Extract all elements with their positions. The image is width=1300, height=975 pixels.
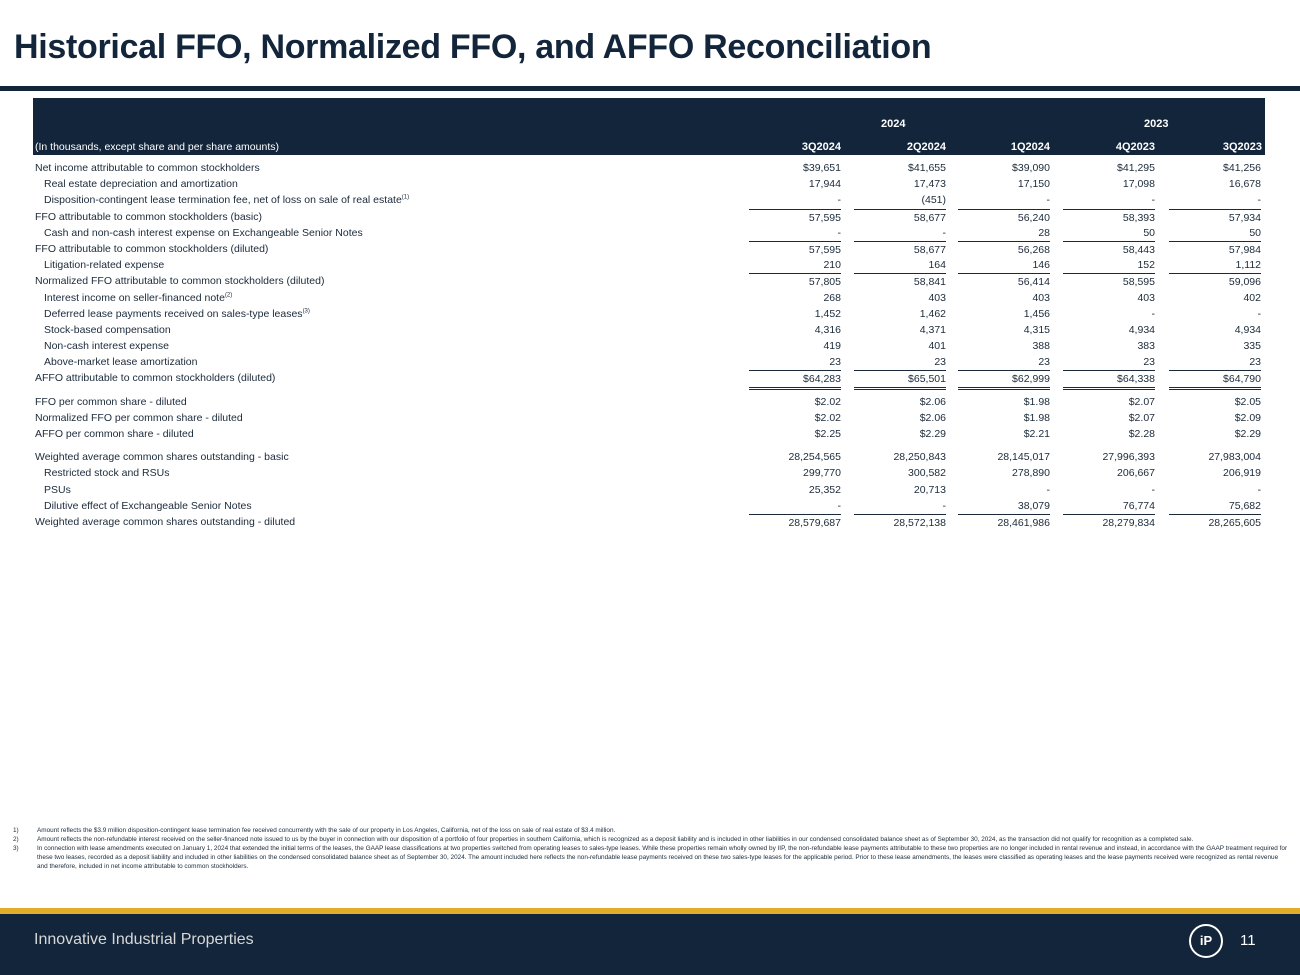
table-row xyxy=(33,426,1265,442)
table-cell-3q2023: 16,678 xyxy=(1228,178,1261,191)
table-cell-3q2024: $64,283 xyxy=(749,370,841,390)
table-cell-3q2024: 4,316 xyxy=(814,323,841,336)
table-cell-3q2024: 419 xyxy=(823,340,841,353)
table-cell-4q2023: 4,934 xyxy=(1128,323,1155,336)
footnote-text: Amount reflects the $3.9 million disposition-contingent lease termination fee received concurrently with the sale of our property in Los Angeles, California, net of the loss on sale of real estate of $3.4 million. xyxy=(37,827,616,834)
table-cell-3q2023: $2.05 xyxy=(1234,395,1261,408)
table-cell-3q2023: 206,919 xyxy=(1223,467,1261,480)
quarter-header: 3Q2024 xyxy=(801,141,841,153)
table-row xyxy=(33,449,1265,465)
table-cell-1q2024: 23 xyxy=(1038,356,1050,369)
table-cell-2q2024: 403 xyxy=(928,291,946,304)
table-cell-4q2023: $64,338 xyxy=(1063,370,1155,390)
row-label-text: Normalized FFO per common share - diluted xyxy=(35,411,243,424)
table-cell-3q2023: 57,984 xyxy=(1169,241,1261,258)
row-label-text: Litigation-related expense xyxy=(44,259,165,272)
footnote xyxy=(13,826,1288,835)
table-row xyxy=(33,482,1265,498)
table-cell-3q2024: - xyxy=(837,499,841,512)
table-cell-2q2024: - xyxy=(942,499,946,512)
table-cell-2q2024: - xyxy=(942,226,946,239)
table-row xyxy=(33,290,1265,306)
row-label-text: Weighted average common shares outstanding - basic xyxy=(35,451,289,464)
table-cell-3q2024: 210 xyxy=(823,259,841,272)
row-label xyxy=(35,160,260,176)
table-cell-3q2023: $2.29 xyxy=(1234,428,1261,440)
table-cell-3q2024: 28,579,687 xyxy=(749,514,841,531)
table-cell-4q2023: 58,595 xyxy=(1063,273,1155,290)
table-cell-1q2024: - xyxy=(1046,194,1050,207)
row-label xyxy=(44,192,409,208)
table-cell-3q2023: 27,983,004 xyxy=(1208,451,1261,464)
year-2023-header: 2023 xyxy=(1144,118,1169,130)
table-cell-2q2024: 401 xyxy=(928,340,946,353)
table-row xyxy=(33,394,1265,410)
row-label xyxy=(44,498,252,514)
table-cell-2q2024: 17,473 xyxy=(913,178,946,191)
table-cell-2q2024: $41,655 xyxy=(908,162,946,174)
table-cell-3q2024: 23 xyxy=(829,356,841,369)
table-cell-3q2024: $2.02 xyxy=(814,395,841,408)
table-cell-2q2024: (451) xyxy=(921,194,946,207)
table-cell-1q2024: $1.98 xyxy=(1023,411,1050,424)
table-cell-1q2024: 17,150 xyxy=(1017,178,1050,191)
footnote-marker: (2) xyxy=(224,292,233,298)
table-cell-2q2024: 23 xyxy=(934,356,946,369)
row-label xyxy=(35,273,324,289)
footnote-text: Amount reflects the non-refundable interest received on the seller-financed note issued to us by the buyer in connection with our disposition of a portfolio of four properties in southern California, which is recognized as a deposit liability and is included in other liabilities in our condensed consolidated balance sheet as of September 30, 2024, as the transaction did not qualify for recognition as a completed sale. xyxy=(37,836,1194,843)
row-label xyxy=(44,338,169,354)
table-cell-3q2023: 57,934 xyxy=(1169,209,1261,226)
footnote-number: 2) xyxy=(13,836,19,843)
table-cell-3q2024: 25,352 xyxy=(808,483,841,496)
table-cell-1q2024: $1.98 xyxy=(1023,395,1050,408)
table-cell-2q2024: $2.06 xyxy=(919,395,946,408)
table-row xyxy=(33,322,1265,338)
table-cell-4q2023: 27,996,393 xyxy=(1102,451,1155,464)
row-label xyxy=(44,322,171,338)
table-cell-1q2024: 56,240 xyxy=(958,209,1050,226)
table-row xyxy=(33,354,1265,370)
row-label-text: FFO attributable to common stockholders (diluted) xyxy=(35,242,269,255)
row-label-text: FFO per common share - diluted xyxy=(35,395,187,408)
row-label-text: Non-cash interest expense xyxy=(44,340,169,353)
table-row xyxy=(33,225,1265,241)
row-label xyxy=(44,482,71,498)
footnote-text: In connection with lease amendments executed on January 1, 2024 that extended the initial terms of the leases, the GAAP lease classifications at two properties switched from operating leases to sales-type leases. While these properties remain wholly owned by IIP, the non-refundable lease payments attributable to these two properties are no longer included in rental revenue and instead, in accordance with the GAAP treatment required for these two leases, recorded as a deposit liability and included in other liabilities on the condensed consolidated balance sheet as of September 30, 2024. The amount included here reflects the non-refundable lease payments received on these two sales-type leases for the applicable period. Prior to these lease amendments, the leases were classified as operating leases and the lease payments received were recognized as rental revenue and therefore, included in net income attributable to common stockholders. xyxy=(37,845,1288,870)
table-cell-1q2024: 4,315 xyxy=(1023,323,1050,336)
footnote-number: 1) xyxy=(13,827,19,834)
table-cell-3q2023: - xyxy=(1257,483,1261,496)
table-row xyxy=(33,498,1265,514)
row-label xyxy=(44,176,238,192)
table-cell-4q2023: $41,295 xyxy=(1117,162,1155,174)
table-cell-3q2024: $2.25 xyxy=(814,428,841,440)
table-cell-2q2024: 28,572,138 xyxy=(854,514,946,531)
table-cell-3q2023: 4,934 xyxy=(1234,323,1261,336)
table-row xyxy=(33,257,1265,273)
table-cell-1q2024: 28,461,986 xyxy=(958,514,1050,531)
table-cell-4q2023: 17,098 xyxy=(1122,178,1155,191)
table-cell-4q2023: 403 xyxy=(1137,291,1155,304)
table-row xyxy=(33,176,1265,192)
table-cell-2q2024: 4,371 xyxy=(919,323,946,336)
table-cell-1q2024: 146 xyxy=(1032,259,1050,272)
row-label-text: Weighted average common shares outstanding - diluted xyxy=(35,515,296,528)
year-2024-header: 2024 xyxy=(881,118,906,130)
table-cell-3q2024: 17,944 xyxy=(808,178,841,191)
table-cell-1q2024: 403 xyxy=(1032,291,1050,304)
company-name: Innovative Industrial Properties xyxy=(34,931,254,948)
table-cell-3q2023: $64,790 xyxy=(1169,370,1261,390)
row-label xyxy=(44,306,310,322)
row-label xyxy=(44,354,198,370)
row-label-text: Real estate depreciation and amortization xyxy=(44,178,238,191)
table-cell-1q2024: 278,890 xyxy=(1012,467,1050,480)
table-row xyxy=(33,410,1265,426)
table-cell-1q2024: $39,090 xyxy=(1012,162,1050,174)
table-cell-3q2023: $2.09 xyxy=(1234,411,1261,424)
table-cell-4q2023: $2.07 xyxy=(1128,395,1155,408)
table-cell-1q2024: $2.21 xyxy=(1023,428,1050,440)
table-cell-3q2023: 335 xyxy=(1243,340,1261,353)
row-label-text: Dilutive effect of Exchangeable Senior Notes xyxy=(44,499,252,512)
table-cell-4q2023: 383 xyxy=(1137,340,1155,353)
table-header xyxy=(33,98,1265,155)
table-row xyxy=(33,338,1265,354)
row-label xyxy=(35,394,187,410)
row-label xyxy=(35,370,275,386)
table-cell-3q2023: 75,682 xyxy=(1228,499,1261,512)
row-label xyxy=(44,465,169,481)
table-cell-2q2024: 58,841 xyxy=(854,273,946,290)
row-label-text: Disposition-contingent lease termination fee, net of loss on sale of real estate xyxy=(44,194,402,207)
table-row xyxy=(33,514,1265,530)
table-cell-2q2024: 300,582 xyxy=(908,467,946,480)
table-cell-3q2024: 57,595 xyxy=(749,209,841,226)
table-cell-2q2024: 58,677 xyxy=(854,209,946,226)
table-cell-4q2023: - xyxy=(1151,194,1155,207)
table-cell-4q2023: 28,279,834 xyxy=(1063,514,1155,531)
table-cell-2q2024: $65,501 xyxy=(854,370,946,390)
table-cell-4q2023: 152 xyxy=(1137,259,1155,272)
table-cell-1q2024: 388 xyxy=(1032,340,1050,353)
table-row xyxy=(33,465,1265,481)
table-cell-1q2024: 1,456 xyxy=(1023,307,1050,320)
table-row xyxy=(33,241,1265,257)
table-cell-3q2024: - xyxy=(837,194,841,207)
table-cell-3q2023: 402 xyxy=(1243,291,1261,304)
row-label-text: AFFO attributable to common stockholders (diluted) xyxy=(35,372,276,385)
table-cell-3q2024: - xyxy=(837,226,841,239)
quarter-header: 3Q2023 xyxy=(1222,141,1262,153)
title-underline xyxy=(0,86,1300,91)
footnote-marker: (1) xyxy=(401,194,410,201)
reconciliation-table xyxy=(33,98,1265,530)
row-label-text: Above-market lease amortization xyxy=(44,356,198,369)
table-cell-2q2024: 58,677 xyxy=(854,241,946,258)
page-number: 11 xyxy=(1240,932,1256,949)
row-label xyxy=(35,209,262,225)
quarter-header: 4Q2023 xyxy=(1115,141,1155,153)
table-cell-4q2023: - xyxy=(1151,483,1155,496)
table-cell-3q2023: 50 xyxy=(1249,226,1261,239)
row-label-text: AFFO per common share - diluted xyxy=(35,428,194,440)
table-cell-4q2023: $2.28 xyxy=(1128,428,1155,440)
table-cell-3q2023: 1,112 xyxy=(1235,259,1261,272)
footnote xyxy=(13,844,1288,871)
table-cell-4q2023: - xyxy=(1151,307,1155,320)
row-label xyxy=(44,257,164,273)
table-row xyxy=(33,370,1265,386)
table-cell-3q2024: 268 xyxy=(823,291,841,304)
table-cell-3q2024: $2.02 xyxy=(814,411,841,424)
table-cell-2q2024: $2.06 xyxy=(919,411,946,424)
footnote-number: 3) xyxy=(13,845,19,852)
table-cell-3q2024: 57,805 xyxy=(749,273,841,290)
row-label xyxy=(35,241,268,257)
table-cell-4q2023: 206,667 xyxy=(1117,467,1155,480)
table-cell-1q2024: 56,414 xyxy=(958,273,1050,290)
table-cell-2q2024: 28,250,843 xyxy=(893,451,946,464)
row-label-text: Normalized FFO attributable to common stockholders (diluted) xyxy=(35,275,325,288)
table-row xyxy=(33,306,1265,322)
table-cell-3q2023: - xyxy=(1257,307,1261,320)
table-cell-3q2023: 28,265,605 xyxy=(1169,514,1261,531)
table-cell-3q2023: - xyxy=(1257,194,1261,207)
table-cell-1q2024: - xyxy=(1046,483,1050,496)
footer-bar xyxy=(0,914,1300,975)
table-cell-2q2024: $2.29 xyxy=(919,428,946,440)
table-cell-4q2023: 50 xyxy=(1143,226,1155,239)
row-label-text: Net income attributable to common stockholders xyxy=(35,162,260,174)
row-label xyxy=(35,426,194,442)
table-cell-1q2024: $62,999 xyxy=(958,370,1050,390)
row-label xyxy=(44,290,232,306)
table-cell-4q2023: 76,774 xyxy=(1122,499,1155,512)
table-cell-3q2023: $41,256 xyxy=(1223,162,1261,174)
quarter-header: 1Q2024 xyxy=(1010,141,1050,153)
row-label-text: Interest income on seller-financed note xyxy=(44,291,225,304)
table-row xyxy=(33,209,1265,225)
iip-logo-icon: iP xyxy=(1189,924,1223,958)
table-cell-2q2024: 164 xyxy=(928,259,946,272)
table-body xyxy=(33,155,1265,530)
table-cell-3q2024: 28,254,565 xyxy=(788,451,841,464)
row-label xyxy=(35,410,243,426)
table-cell-3q2024: 1,452 xyxy=(814,307,841,320)
table-row xyxy=(33,160,1265,176)
footnotes xyxy=(13,826,1288,871)
table-cell-4q2023: 58,443 xyxy=(1063,241,1155,258)
table-cell-3q2024: 57,595 xyxy=(749,241,841,258)
table-cell-1q2024: 28 xyxy=(1038,226,1050,239)
table-cell-1q2024: 38,079 xyxy=(1017,499,1050,512)
row-label-text: Restricted stock and RSUs xyxy=(44,467,170,480)
table-cell-4q2023: 58,393 xyxy=(1063,209,1155,226)
row-label xyxy=(35,449,289,465)
table-cell-3q2023: 59,096 xyxy=(1169,273,1261,290)
quarter-header: 2Q2024 xyxy=(906,141,946,153)
row-label-text: Stock-based compensation xyxy=(44,323,171,336)
units-label: (In thousands, except share and per share amounts) xyxy=(35,141,279,153)
table-cell-3q2024: 299,770 xyxy=(803,467,841,480)
table-cell-3q2024: $39,651 xyxy=(803,162,841,174)
table-row xyxy=(33,273,1265,289)
row-label-text: PSUs xyxy=(44,483,71,496)
row-label xyxy=(44,225,363,241)
row-label xyxy=(35,514,295,530)
table-row xyxy=(33,192,1265,208)
row-label-text: Cash and non-cash interest expense on Exchangeable Senior Notes xyxy=(44,226,363,239)
row-label-text: FFO attributable to common stockholders (basic) xyxy=(35,210,263,223)
footnote xyxy=(13,835,1288,844)
table-cell-1q2024: 56,268 xyxy=(958,241,1050,258)
table-cell-2q2024: 20,713 xyxy=(913,483,946,496)
table-cell-4q2023: 23 xyxy=(1143,356,1155,369)
table-cell-4q2023: $2.07 xyxy=(1128,411,1155,424)
table-cell-3q2023: 23 xyxy=(1249,356,1261,369)
table-cell-1q2024: 28,145,017 xyxy=(997,451,1050,464)
row-label-text: Deferred lease payments received on sales-type leases xyxy=(44,307,303,320)
table-cell-2q2024: 1,462 xyxy=(919,307,946,320)
page-title: Historical FFO, Normalized FFO, and AFFO Reconciliation xyxy=(14,28,932,66)
footnote-marker: (3) xyxy=(302,308,310,315)
